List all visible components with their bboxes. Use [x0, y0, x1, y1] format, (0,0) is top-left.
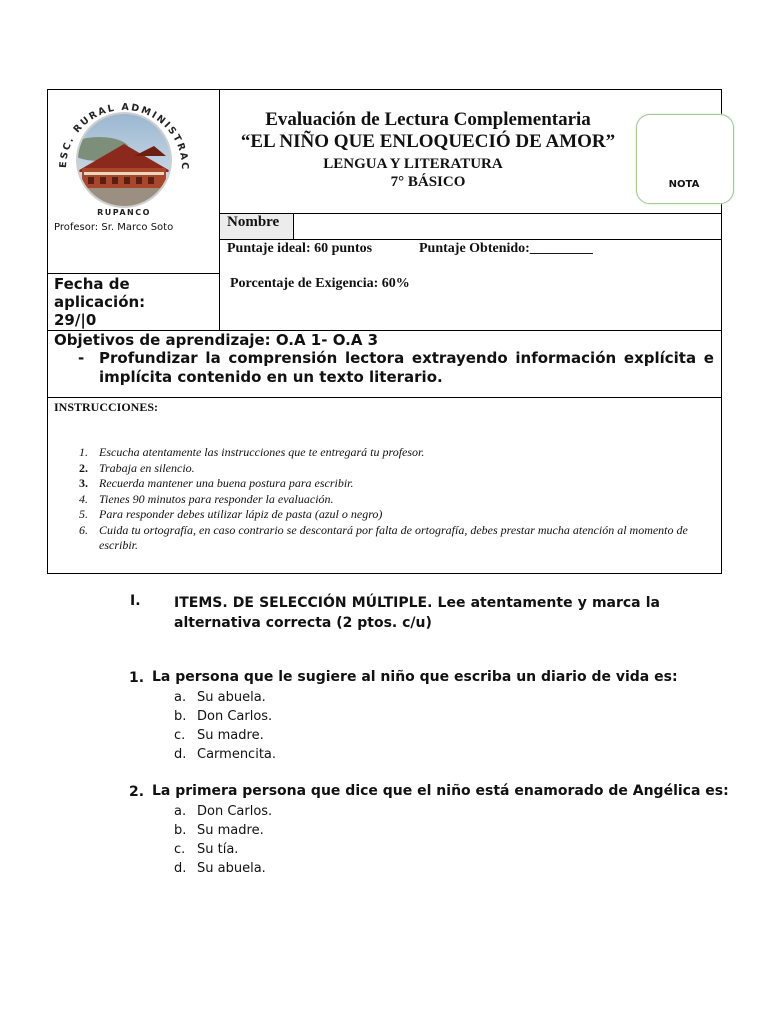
question-2-options	[174, 802, 474, 878]
objective-bullet: -	[78, 349, 85, 367]
learning-objectives-title: Objetivos de aprendizaje: O.A 1- O.A 3	[54, 331, 379, 349]
logo-arc-text: ESC. RURAL ADMINISTRAC	[57, 101, 191, 172]
option-text: Carmencita.	[197, 747, 277, 762]
option-letter: d.	[174, 747, 187, 762]
grade-box-label: NOTA	[668, 179, 700, 190]
question-1-options	[174, 688, 474, 764]
date-label-line1: Fecha de	[54, 275, 130, 293]
book-title: “EL NIÑO QUE ENLOQUECIÓ DE AMOR”	[240, 131, 616, 152]
instruction-number: 4.	[79, 491, 88, 506]
table-border-bottom	[47, 573, 722, 574]
instruction-text: Escucha atentamente las instrucciones que te entregará tu profesor.	[99, 445, 425, 459]
instructions-list	[54, 445, 714, 554]
instruction-item	[54, 507, 714, 523]
instruction-text: Cuida tu ortografía, en caso contrario se descontará por falta de ortografía, debes prestar mucha atención al momento de escribir.	[99, 522, 688, 552]
answer-option[interactable]	[174, 688, 474, 707]
instruction-number: 2.	[79, 460, 88, 475]
table-border-left	[47, 89, 48, 574]
instruction-item	[54, 492, 714, 508]
row-divider-nombre-bottom	[219, 239, 722, 240]
objective-text: Profundizar la comprensión lectora extrayendo información explícita e implícita contenido en un texto literario.	[99, 349, 714, 386]
school-logo	[54, 94, 194, 220]
nombre-label: Nombre	[227, 214, 280, 230]
ideal-score: Puntaje ideal: 60 puntos	[227, 241, 373, 256]
demand-percentage: Porcentaje de Exigencia: 60%	[230, 276, 410, 291]
question-1	[129, 669, 689, 687]
answer-option[interactable]	[174, 745, 474, 764]
answer-option[interactable]	[174, 802, 474, 821]
instruction-number: 6.	[79, 522, 88, 537]
instruction-item	[54, 476, 714, 492]
option-text: Su madre.	[197, 728, 264, 743]
table-border-top	[47, 89, 722, 90]
option-text: Su madre.	[197, 823, 264, 838]
grade-box[interactable]	[636, 114, 734, 204]
option-letter: b.	[174, 823, 187, 838]
grade-title: 7° BÁSICO	[390, 174, 466, 190]
instruction-item	[54, 461, 714, 477]
date-label-line2: aplicación:	[54, 293, 146, 311]
answer-option[interactable]	[174, 840, 474, 859]
section-heading: ITEMS. DE SELECCIÓN MÚLTIPLE. Lee atentamente y marca la alternativa correcta (2 ptos. c/u)	[174, 595, 660, 631]
row-divider-instrucciones-top	[47, 397, 722, 398]
section-numeral: I.	[130, 593, 141, 609]
option-text: Su tía.	[197, 842, 239, 857]
option-letter: c.	[174, 842, 186, 857]
instructions-title: INSTRUCCIONES:	[54, 400, 159, 414]
instruction-text: Recuerda mantener una buena postura para escribir.	[99, 476, 354, 490]
instruction-text: Tienes 90 minutos para responder la evaluación.	[99, 491, 334, 506]
question-text: La persona que le sugiere al niño que escriba un diario de vida es:	[152, 669, 678, 685]
instruction-item	[54, 523, 714, 554]
question-2	[129, 783, 729, 801]
question-number: 2.	[129, 784, 145, 800]
option-letter: a.	[174, 690, 187, 705]
instruction-text: Para responder debes utilizar lápiz de pasta (azul o negro)	[99, 507, 383, 521]
option-letter: a.	[174, 804, 187, 819]
answer-option[interactable]	[174, 707, 474, 726]
instruction-item	[54, 445, 714, 461]
subject-title: LENGUA Y LITERATURA	[323, 156, 503, 172]
option-text: Don Carlos.	[197, 709, 273, 724]
question-text: La primera persona que dice que el niño está enamorado de Angélica es:	[152, 783, 729, 799]
obtained-score-field[interactable]: Puntaje Obtenido:_________	[419, 241, 593, 256]
option-letter: b.	[174, 709, 187, 724]
answer-option[interactable]	[174, 859, 474, 878]
logo-bottom-text: RUPANCO	[97, 208, 151, 217]
instruction-text: Trabaja en silencio.	[99, 460, 195, 475]
option-text: Don Carlos.	[197, 804, 273, 819]
question-number: 1.	[129, 670, 145, 686]
instruction-number: 1.	[79, 445, 88, 459]
option-letter: c.	[174, 728, 186, 743]
option-text: Su abuela.	[197, 690, 266, 705]
evaluation-title: Evaluación de Lectura Complementaria	[265, 109, 591, 130]
option-text: Su abuela.	[197, 861, 266, 876]
row-divider-fecha-top	[47, 273, 220, 274]
option-letter: d.	[174, 861, 187, 876]
answer-option[interactable]	[174, 821, 474, 840]
answer-option[interactable]	[174, 726, 474, 745]
teacher-name: Profesor: Sr. Marco Soto	[54, 222, 174, 233]
instruction-number: 3.	[79, 476, 88, 490]
instruction-number: 5.	[79, 507, 88, 521]
nombre-field[interactable]	[294, 214, 721, 239]
application-date	[54, 275, 145, 329]
school-seal-icon	[54, 94, 194, 220]
date-value: 29/|0	[54, 311, 97, 329]
